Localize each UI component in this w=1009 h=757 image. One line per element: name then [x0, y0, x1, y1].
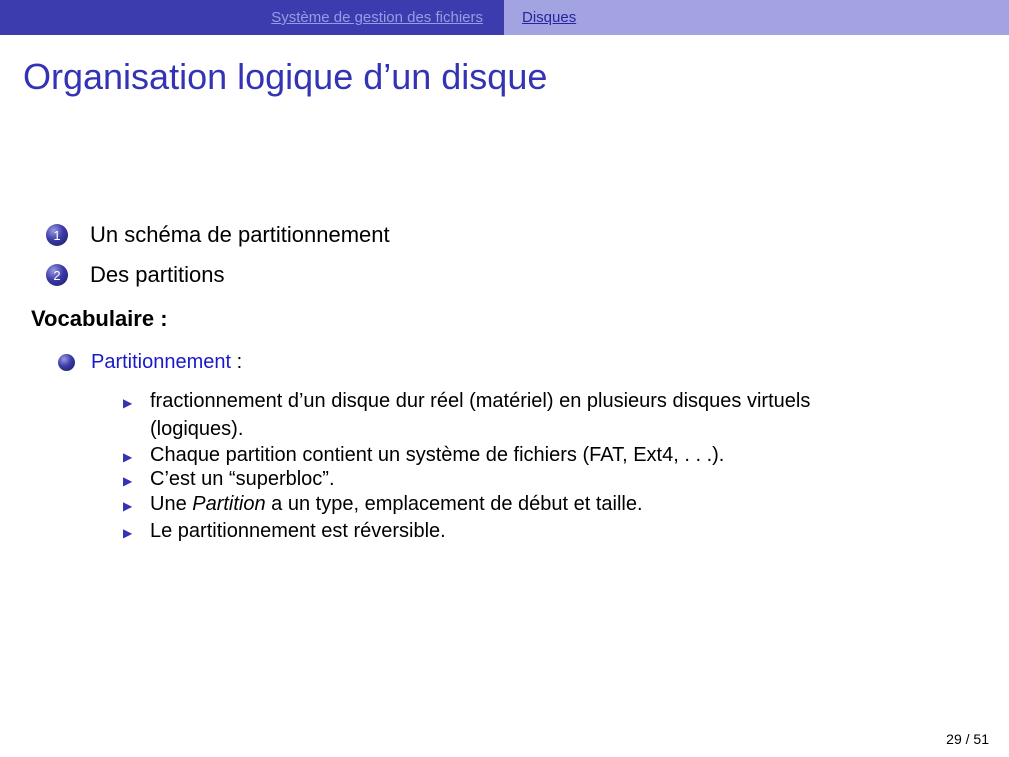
sub-bullet-text: C’est un “superbloc”.: [150, 468, 335, 490]
sub-bullet-1-continuation: (logiques).: [150, 418, 244, 440]
partition-emphasis: Partition: [192, 493, 266, 515]
nav-section-cell: [0, 0, 504, 35]
page-number: [946, 731, 989, 747]
sub-bullet-text: Le partitionnement est réversible.: [150, 520, 446, 542]
sub-bullet-5: [123, 520, 446, 543]
sub-bullet-text-post: a un type, emplacement de début et taille.: [265, 493, 643, 515]
enum-text: Un schéma de partitionnement: [90, 222, 390, 247]
number-ball-icon: 2: [46, 264, 68, 286]
triangle-bullet-icon: ▶: [123, 450, 133, 464]
triangle-bullet-icon: ▶: [123, 474, 133, 488]
slide-title: Organisation logique d’un disque: [23, 56, 548, 97]
triangle-bullet-icon: ▶: [123, 396, 133, 410]
ball-bullet-icon: [58, 354, 75, 371]
navigation-bar: [0, 0, 1009, 35]
sub-bullet-text: fractionnement d’un disque dur réel (matériel) en plusieurs disques virtuels: [150, 390, 811, 412]
term-suffix: :: [231, 351, 243, 373]
sub-bullet-text: [150, 493, 643, 516]
term-item: [58, 351, 242, 374]
term-label: Partitionnement: [91, 351, 232, 373]
enum-text: Des partitions: [90, 262, 225, 287]
page-separator: /: [961, 731, 974, 747]
sub-bullet-1: [123, 390, 810, 413]
sub-bullet-3: [123, 468, 335, 491]
sub-bullet-2: [123, 444, 724, 467]
nav-subsection-link[interactable]: Disques: [522, 9, 577, 26]
page-total: 51: [973, 731, 989, 747]
enum-item-2: [46, 262, 225, 288]
sub-bullet-4: [123, 493, 643, 516]
nav-subsection-cell: [504, 0, 1009, 35]
sub-bullet-text: Chaque partition contient un système de fichiers (FAT, Ext4, . . .).: [150, 444, 725, 466]
triangle-bullet-icon: ▶: [123, 526, 133, 540]
enum-item-1: [46, 222, 390, 248]
triangle-bullet-icon: ▶: [123, 499, 133, 513]
nav-section-link[interactable]: Système de gestion des fichiers: [271, 9, 483, 26]
term-line: [91, 351, 242, 374]
sub-bullet-text-pre: Une: [150, 493, 193, 515]
page-current: 29: [946, 731, 962, 747]
vocabulary-heading: Vocabulaire :: [31, 306, 168, 331]
number-ball-icon: 1: [46, 224, 68, 246]
